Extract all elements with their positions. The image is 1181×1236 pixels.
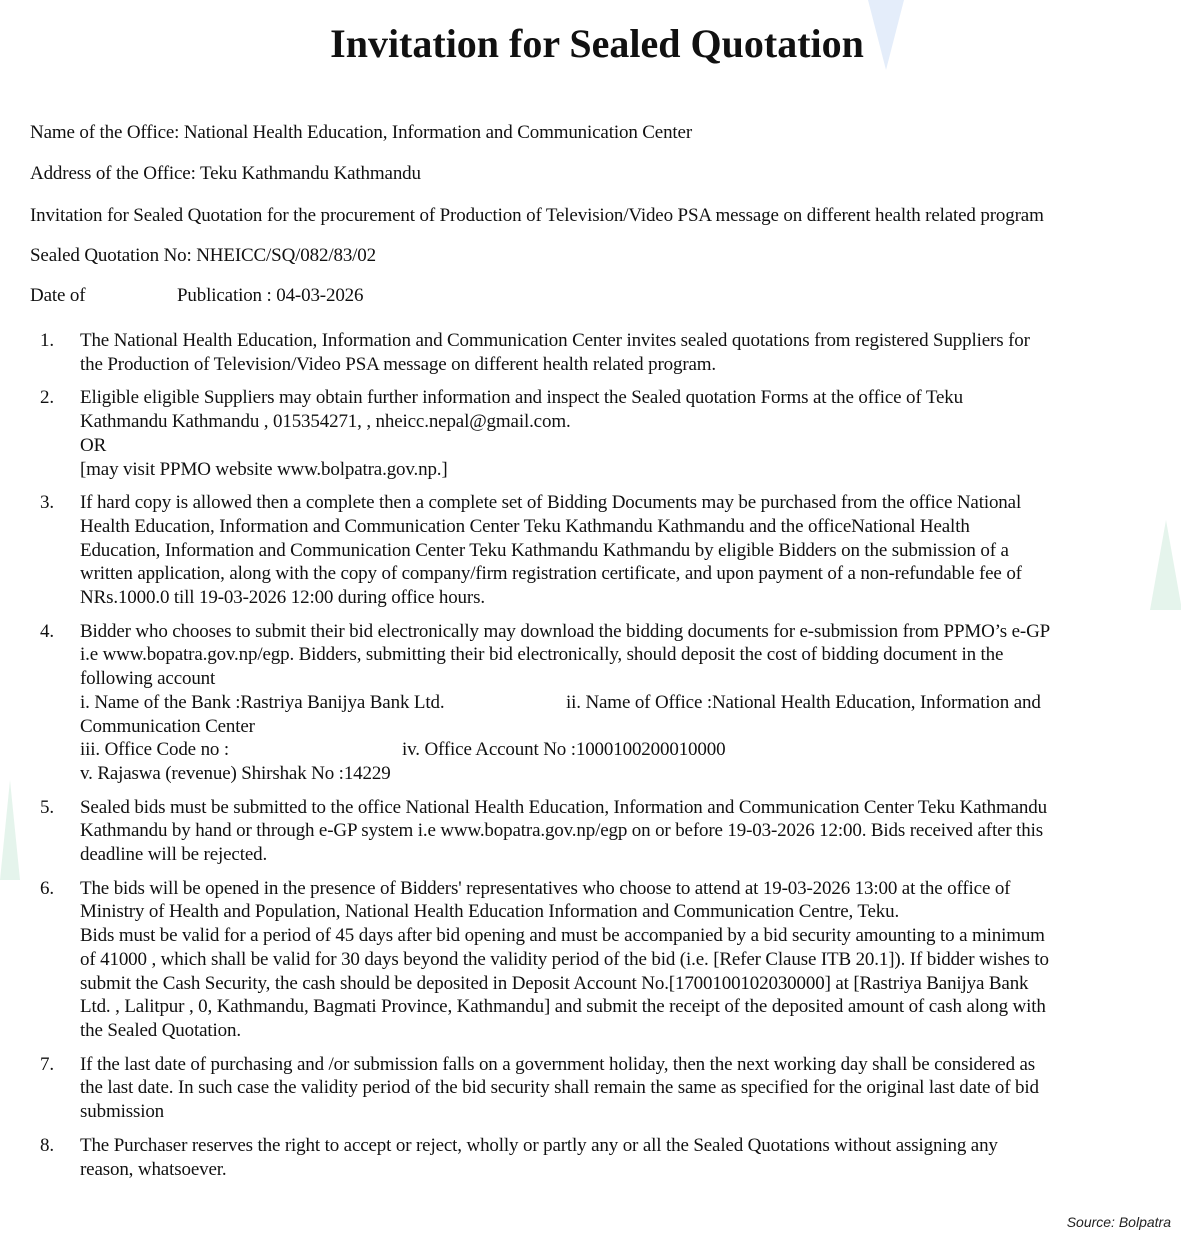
list-item	[0, 796, 1181, 867]
text-line: the Production of Television/Video PSA message on different health related program.	[80, 353, 717, 375]
text-line: Bids must be valid for a period of 45 days after bid opening and must be accompanied by a bid security amounting to a minimum	[80, 925, 1045, 947]
terms-list	[0, 329, 1181, 1191]
text-line: of 41000 , which shall be valid for 30 days beyond the validity period of the bid (i.e. [Refer Clause ITB 20.1]). If bidder wishes to	[80, 948, 1049, 970]
office-name: Name of the Office: National Health Education, Information and Communication Center	[30, 122, 693, 143]
text-line: Education, Information and Communication Center Teku Kathmandu Kathmandu by eligible Bidders on the submission of a	[80, 539, 1009, 561]
item-number: 1.	[40, 330, 54, 351]
item-number: 6.	[40, 877, 54, 899]
text-line: submit the Cash Security, the cash should be deposited in Deposit Account No.[1700100102030000] at [Rastriya Banijya Bank	[80, 972, 1029, 994]
item-text	[80, 329, 1181, 376]
office-name-detail-cont: Communication Center	[80, 715, 255, 737]
text-line: the Sealed Quotation.	[80, 1019, 241, 1041]
item-number: 5.	[40, 796, 54, 818]
text-line: Health Education, Information and Communication Center Teku Kathmandu Kathmandu and the officeNational Health	[80, 515, 970, 537]
text-line: If hard copy is allowed then a complete then a complete set of Bidding Documents may be purchased from the office National	[80, 492, 1022, 514]
list-item	[0, 329, 1181, 376]
quotation-number: Sealed Quotation No: NHEICC/SQ/082/83/02	[30, 245, 377, 266]
list-item	[0, 386, 1181, 481]
text-line: Kathmandu by hand or through e-GP system i.e www.bopatra.gov.np/egp on or before 19-03-2026 12:00. Bids received after this	[80, 820, 1043, 842]
item-number: 4.	[40, 620, 54, 642]
text-line: Eligible eligible Suppliers may obtain further information and inspect the Sealed quotation Forms at the office of Teku	[80, 387, 963, 409]
text-line: [may visit PPMO website www.bolpatra.gov.np.]	[80, 458, 448, 480]
item-text	[80, 491, 1181, 610]
text-line: The Purchaser reserves the right to accept or reject, wholly or partly any or all the Sealed Quotations without assigning any	[80, 1134, 998, 1156]
item-text	[80, 877, 1181, 1043]
source-credit: Source: Bolpatra	[1066, 1214, 1171, 1230]
text-line: reason, whatsoever.	[80, 1158, 227, 1180]
text-line: If the last date of purchasing and /or submission falls on a government holiday, then the next working day shall be considered as	[80, 1053, 1036, 1075]
office-account-no: iv. Office Account No :1000100200010000	[402, 739, 726, 761]
text-line: following account	[80, 668, 216, 690]
item-text	[80, 1053, 1181, 1124]
document-title: Invitation for Sealed Quotation	[330, 21, 864, 66]
item-text	[80, 386, 1181, 481]
office-address: Address of the Office: Teku Kathmandu Kathmandu	[30, 163, 421, 184]
procurement-purpose: Invitation for Sealed Quotation for the procurement of Production of Television/Video PSA message on different health related program	[30, 205, 1044, 226]
item-number: 2.	[40, 387, 54, 409]
item-text	[80, 796, 1181, 867]
text-line: submission	[80, 1101, 165, 1123]
text-line: The National Health Education, Information and Communication Center invites sealed quotations from registered Suppliers for	[80, 330, 1030, 351]
list-item	[0, 620, 1181, 786]
list-item	[0, 491, 1181, 610]
rajaswa-shirshak: v. Rajaswa (revenue) Shirshak No :14229	[80, 762, 391, 784]
text-line: deadline will be rejected.	[80, 844, 268, 866]
text-line: Ministry of Health and Population, National Health Education Information and Communication Centre, Teku.	[80, 901, 900, 923]
text-line: OR	[80, 434, 107, 456]
text-line: Sealed bids must be submitted to the office National Health Education, Information and Communication Center Teku Kathmandu	[80, 796, 1047, 818]
date-label: Date of	[30, 285, 86, 306]
publication-date: Publication : 04-03-2026	[177, 285, 364, 306]
bank-details-line	[80, 691, 1181, 715]
text-line: Kathmandu Kathmandu , 015354271, , nheicc.nepal@gmail.com.	[80, 411, 571, 433]
item-number: 8.	[40, 1134, 54, 1156]
office-code-line	[80, 738, 1181, 762]
bank-name: i. Name of the Bank :Rastriya Banijya Bank Ltd.	[80, 691, 445, 713]
item-number: 3.	[40, 492, 54, 514]
list-item	[0, 1053, 1181, 1124]
text-line: The bids will be opened in the presence of Bidders' representatives who choose to attend at 19-03-2026 13:00 at the office of	[80, 877, 1011, 899]
text-line: written application, along with the copy of company/firm registration certificate, and upon payment of a non-refundable fee of	[80, 563, 1022, 585]
item-text	[80, 1134, 1181, 1181]
text-line: Bidder who chooses to submit their bid electronically may download the bidding documents for e-submission from PPMO’s e-GP	[80, 620, 1051, 642]
text-line: NRs.1000.0 till 19-03-2026 12:00 during office hours.	[80, 587, 485, 609]
text-line: i.e www.bopatra.gov.np/egp. Bidders, submitting their bid electronically, should deposit the cost of bidding document in the	[80, 644, 1004, 666]
list-item	[0, 877, 1181, 1043]
list-item	[0, 1134, 1181, 1181]
item-text	[80, 620, 1181, 786]
text-line: Ltd. , Lalitpur , 0, Kathmandu, Bagmati Province, Kathmandu] and submit the receipt of the deposited amount of cash along with	[80, 996, 1046, 1018]
item-number: 7.	[40, 1053, 54, 1075]
office-code: iii. Office Code no :	[80, 739, 229, 761]
office-name-detail: ii. Name of Office :National Health Education, Information and	[566, 691, 1041, 713]
text-line: the last date. In such case the validity period of the bid security shall remain the same as specified for the original last date of bid	[80, 1077, 1039, 1099]
